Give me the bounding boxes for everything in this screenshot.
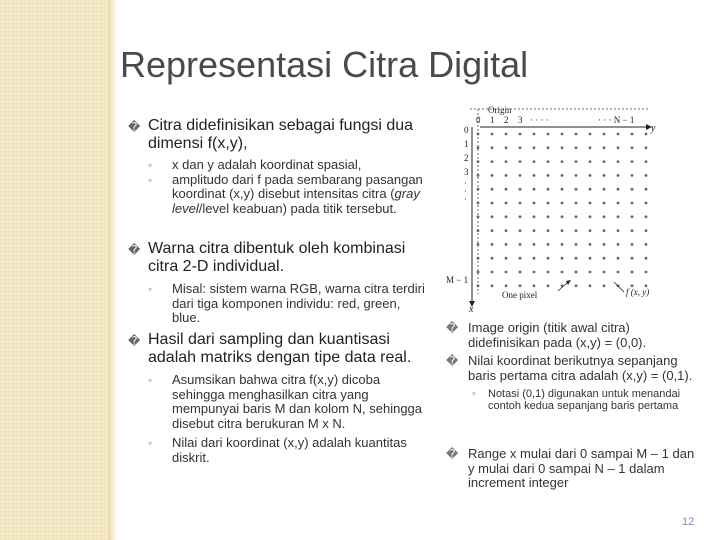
right-bullet-text: Image origin (titik awal citra) didefinisikan pada (x,y) = (0,0). (468, 320, 647, 350)
pixel-dot (575, 160, 578, 163)
sub-bullet-item (128, 158, 428, 173)
coordinate-grid-diagram (440, 104, 660, 314)
pixel-dot (547, 284, 550, 287)
top-label-n-minus-1: · · · N − 1 (598, 115, 635, 125)
pixel-dot (617, 257, 620, 260)
pixel-dot (533, 243, 536, 246)
pixel-dot (575, 271, 578, 274)
pixel-dot (645, 215, 648, 218)
pixel-dot (477, 188, 480, 191)
left-label-dots-3: · (464, 194, 467, 204)
right-bullet-item (446, 447, 696, 491)
pixel-dot (631, 257, 634, 260)
bullet-marker: � (128, 334, 141, 348)
sub-bullet-text: x dan y adalah koordinat spasial, (172, 157, 362, 172)
top-label-0: 0 (476, 115, 481, 125)
pixel-dot (561, 215, 564, 218)
sub-bullet-marker: ◦ (148, 158, 153, 172)
pixel-dot (603, 229, 606, 232)
pixel-dot (491, 133, 494, 136)
x-axis-label: x (469, 304, 474, 314)
pixel-dot (547, 188, 550, 191)
pixel-dot (477, 284, 480, 287)
pixel-dot (561, 188, 564, 191)
pixel-dot (533, 257, 536, 260)
pixel-dot (561, 229, 564, 232)
pixel-dot (645, 257, 648, 260)
pixel-dot (519, 160, 522, 163)
pixel-dot (477, 202, 480, 205)
bullet-marker: � (128, 120, 141, 134)
pixel-dot (589, 229, 592, 232)
sub-bullet-marker: ◦ (148, 282, 153, 296)
sub-bullet-marker: ◦ (148, 373, 153, 387)
pixel-dot (519, 174, 522, 177)
pixel-dot (547, 146, 550, 149)
pixel-dot (617, 215, 620, 218)
f-xy-label: f (x, y) (626, 287, 650, 297)
slide-title: Representasi Citra Digital (120, 44, 529, 85)
pixel-dot (575, 202, 578, 205)
pixel-dot (505, 271, 508, 274)
pixel-dot (617, 229, 620, 232)
sub-bullet-item (128, 436, 428, 465)
pixel-dot (533, 229, 536, 232)
sidebar-edge (108, 0, 116, 540)
pixel-dot (505, 160, 508, 163)
pixel-dot (477, 133, 480, 136)
pixel-dot (477, 229, 480, 232)
pixel-dot (631, 160, 634, 163)
sub-bullet-text-emphasis: gray level (172, 186, 420, 216)
pixel-dot (617, 133, 620, 136)
pixel-dot (645, 243, 648, 246)
pixel-dot-grid (477, 133, 648, 288)
pixel-dot (519, 146, 522, 149)
pixel-dot (575, 174, 578, 177)
pixel-dot (645, 160, 648, 163)
pixel-dot (561, 174, 564, 177)
pixel-dot (491, 284, 494, 287)
pixel-dot (589, 271, 592, 274)
pixel-dot (603, 284, 606, 287)
top-label-1: 1 (490, 115, 495, 125)
pixel-dot (589, 174, 592, 177)
pixel-dot (533, 202, 536, 205)
pixel-dot (575, 284, 578, 287)
sub-bullet-marker: ◦ (472, 388, 476, 400)
pixel-dot (533, 146, 536, 149)
pixel-dot (547, 229, 550, 232)
pixel-dot (477, 160, 480, 163)
right-bullet-group-1 (446, 321, 696, 412)
pixel-dot (589, 202, 592, 205)
pixel-dot (575, 229, 578, 232)
pixel-dot (477, 271, 480, 274)
pixel-dot (519, 188, 522, 191)
pixel-dot (631, 146, 634, 149)
pixel-dot (519, 243, 522, 246)
pixel-dot (533, 215, 536, 218)
left-bullet-group-3 (128, 331, 428, 465)
pixel-dot (589, 284, 592, 287)
pixel-dot (505, 284, 508, 287)
pixel-dot (575, 215, 578, 218)
pixel-dot (547, 174, 550, 177)
pixel-dot (575, 257, 578, 260)
pixel-dot (603, 202, 606, 205)
pixel-dot (589, 188, 592, 191)
left-label-dots-2: · (464, 186, 467, 196)
sub-bullet-text: Nilai dari koordinat (x,y) adalah kuantitas diskrit. (172, 435, 407, 465)
pixel-dot (561, 133, 564, 136)
pixel-dot (547, 160, 550, 163)
pixel-dot (631, 215, 634, 218)
sub-bullet-item (128, 282, 428, 326)
bullet-marker: � (446, 321, 459, 335)
right-bullet-text: Range x mulai dari 0 sampai M – 1 dan y mulai dari 0 sampai N – 1 dalam increment integer (468, 446, 695, 490)
pixel-dot (645, 271, 648, 274)
right-sub-bullet-item (446, 388, 696, 412)
pixel-dot (547, 257, 550, 260)
pixel-dot (589, 243, 592, 246)
pixel-dot (519, 202, 522, 205)
top-label-2: 2 (504, 115, 509, 125)
pixel-dot (603, 174, 606, 177)
pixel-dot (603, 160, 606, 163)
pixel-dot (491, 243, 494, 246)
bullet-item (128, 331, 428, 367)
bullet-text: Warna citra dibentuk oleh kombinasi citra 2-D individual. (148, 240, 406, 275)
bullet-text: Citra didefinisikan sebagai fungsi dua dimensi f(x,y), (148, 117, 414, 152)
sub-bullet-text: Asumsikan bahwa citra f(x,y) dicoba sehingga menghasilkan citra yang mempunyai baris M dan kolom N, sehingga disebut citra berukuran M x N. (172, 372, 423, 431)
pixel-dot (645, 174, 648, 177)
one-pixel-pointer-arrowhead (566, 280, 571, 285)
pixel-dot (561, 160, 564, 163)
pixel-dot (603, 188, 606, 191)
sub-bullet-marker: ◦ (148, 172, 153, 187)
pixel-dot (645, 202, 648, 205)
pixel-dot (519, 229, 522, 232)
pixel-dot (617, 271, 620, 274)
pixel-dot (505, 133, 508, 136)
left-label-0: 0 (464, 125, 469, 135)
pixel-dot (603, 243, 606, 246)
pixel-dot (617, 174, 620, 177)
pixel-dot (505, 146, 508, 149)
sub-bullet-item (128, 173, 428, 217)
left-label-3: 3 (464, 167, 469, 177)
pixel-dot (631, 133, 634, 136)
pixel-dot (631, 188, 634, 191)
left-label-m-minus-1: M − 1 (446, 275, 469, 285)
pixel-dot (533, 160, 536, 163)
pixel-dot (547, 271, 550, 274)
pixel-dot (631, 174, 634, 177)
right-bullet-group-2 (446, 447, 696, 491)
pixel-dot (477, 174, 480, 177)
pixel-dot (645, 133, 648, 136)
pixel-dot (519, 257, 522, 260)
bullet-item (128, 240, 428, 276)
pixel-dot (477, 215, 480, 218)
right-bullet-item (446, 321, 696, 350)
pixel-dot (547, 215, 550, 218)
left-label-1: 1 (464, 139, 469, 149)
pixel-dot (617, 146, 620, 149)
sub-bullet-text-pre: amplitudo dari f pada sembarang pasangan koordinat (x,y) disebut intensitas citra ( (172, 171, 423, 201)
pixel-dot (589, 146, 592, 149)
y-axis-label: y (651, 123, 656, 134)
pixel-dot (631, 271, 634, 274)
pixel-dot (491, 271, 494, 274)
right-bullet-text: Nilai koordinat berikutnya sepanjang baris pertama citra adalah (x,y) = (0,1). (468, 353, 693, 383)
origin-label: Origin (488, 105, 512, 115)
pixel-dot (603, 271, 606, 274)
pixel-dot (491, 229, 494, 232)
pixel-dot (533, 188, 536, 191)
pixel-dot (491, 188, 494, 191)
pixel-dot (589, 215, 592, 218)
pixel-dot (617, 243, 620, 246)
pixel-dot (505, 202, 508, 205)
pixel-dot (491, 174, 494, 177)
pixel-dot (589, 133, 592, 136)
pixel-dot (617, 202, 620, 205)
pixel-dot (505, 243, 508, 246)
pixel-dot (617, 188, 620, 191)
pixel-dot (645, 146, 648, 149)
pixel-dot (477, 146, 480, 149)
bullet-marker: � (446, 354, 459, 368)
pixel-dot (477, 243, 480, 246)
pixel-dot (575, 133, 578, 136)
pixel-dot (519, 284, 522, 287)
pixel-dot (645, 188, 648, 191)
pixel-dot (519, 133, 522, 136)
left-label-dots-1: · (464, 178, 467, 188)
pixel-dot (561, 146, 564, 149)
left-bullet-group-1 (128, 117, 428, 216)
pixel-dot (519, 215, 522, 218)
pixel-dot (561, 257, 564, 260)
pixel-dot (547, 202, 550, 205)
pixel-dot (505, 188, 508, 191)
sub-bullet-marker: ◦ (148, 436, 153, 450)
pixel-dot (547, 243, 550, 246)
right-bullet-item (446, 354, 696, 383)
pixel-dot (505, 174, 508, 177)
pixel-dot (603, 215, 606, 218)
pixel-dot (491, 257, 494, 260)
pixel-dot (631, 202, 634, 205)
pixel-dot (533, 174, 536, 177)
one-pixel-label: One pixel (502, 290, 538, 300)
page-number: 12 (682, 516, 695, 528)
pixel-dot (631, 243, 634, 246)
pixel-dot (575, 188, 578, 191)
pixel-dot (589, 257, 592, 260)
left-label-2: 2 (464, 153, 469, 163)
pixel-dot (519, 271, 522, 274)
top-label-dots: · · · · (530, 115, 549, 125)
pixel-dot (533, 133, 536, 136)
pixel-dot (617, 160, 620, 163)
pixel-dot (645, 229, 648, 232)
pixel-dot (505, 229, 508, 232)
pixel-dot (533, 284, 536, 287)
pixel-dot (477, 257, 480, 260)
one-pixel-pointer (558, 282, 568, 291)
bullet-text: Hasil dari sampling dan kuantisasi adalah matriks dengan tipe data real. (148, 331, 412, 366)
pixel-dot (491, 215, 494, 218)
pixel-dot (575, 146, 578, 149)
sub-bullet-text-post: /level keabuan) pada titik tersebut. (198, 200, 397, 216)
pixel-dot (533, 271, 536, 274)
sub-bullet-item (128, 373, 428, 431)
pixel-dot (603, 133, 606, 136)
bullet-item (128, 117, 428, 153)
pixel-dot (561, 271, 564, 274)
top-label-3: 3 (518, 115, 523, 125)
pixel-dot (561, 202, 564, 205)
bullet-marker: � (446, 447, 459, 461)
bullet-marker: � (128, 243, 141, 257)
sub-bullet-text: Misal: sistem warna RGB, warna citra terdiri dari tiga komponen individu: red, green, blue. (172, 281, 425, 325)
pixel-dot (505, 257, 508, 260)
pixel-dot (631, 229, 634, 232)
pixel-dot (603, 146, 606, 149)
left-bullet-group-2 (128, 240, 428, 326)
decorative-sidebar (0, 0, 108, 540)
pixel-dot (491, 160, 494, 163)
pixel-dot (491, 146, 494, 149)
pixel-dot (575, 243, 578, 246)
pixel-dot (491, 202, 494, 205)
pixel-dot (505, 215, 508, 218)
pixel-dot (561, 243, 564, 246)
right-sub-bullet-text: Notasi (0,1) digunakan untuk menandai contoh kedua sepanjang baris pertama (488, 388, 681, 412)
pixel-dot (589, 160, 592, 163)
pixel-dot (547, 133, 550, 136)
pixel-dot (603, 257, 606, 260)
f-xy-pointer (614, 282, 624, 292)
